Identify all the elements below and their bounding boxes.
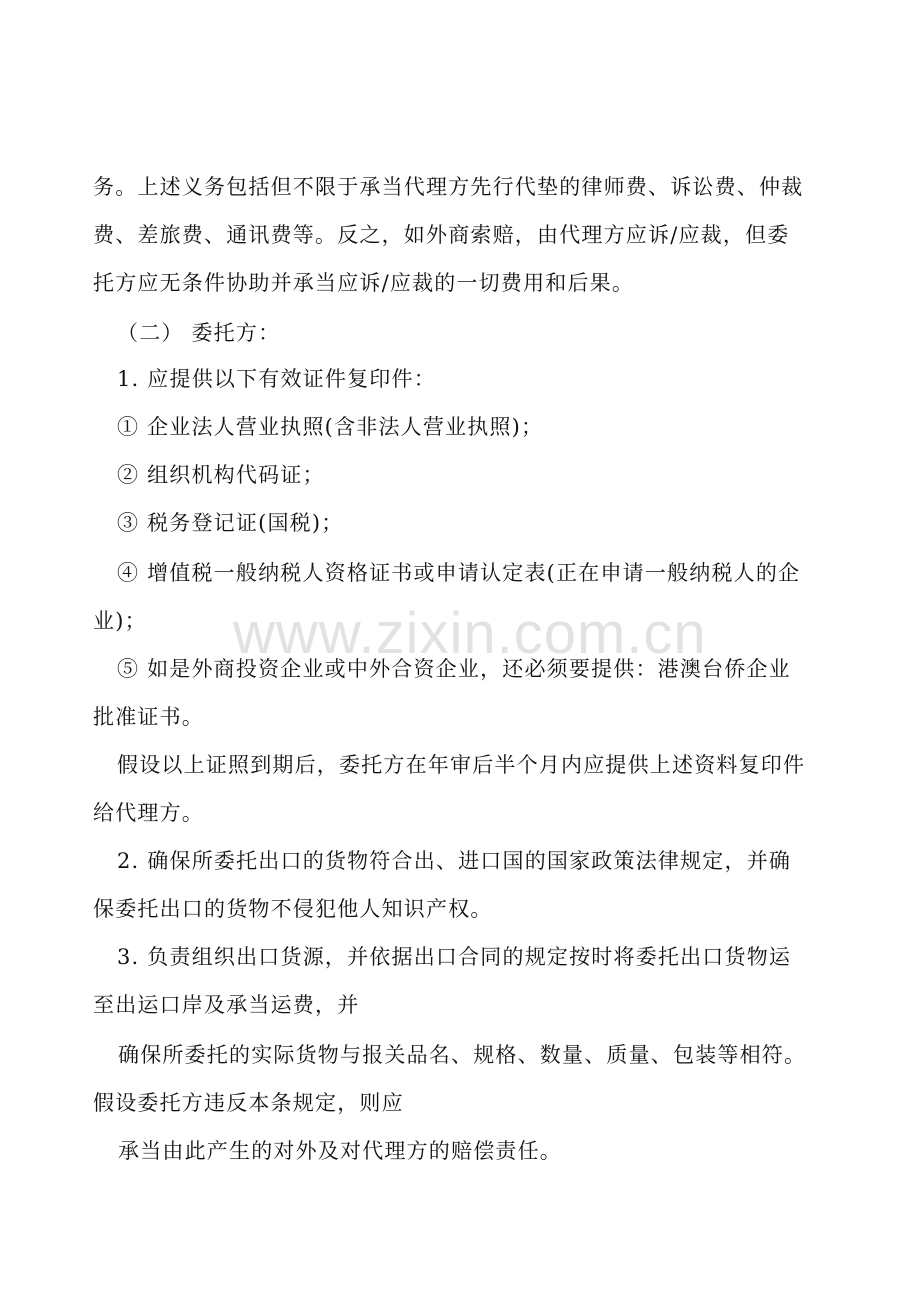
list-item: ⑤ 如是外商投资企业或中外合资企业，还必须要提供：港澳台侨企业 xyxy=(117,657,791,681)
list-item-continuation: 批准证书。 xyxy=(93,705,204,729)
list-item: ④ 增值税一般纳税人资格证书或申请认定表(正在申请一般纳税人的企 xyxy=(117,561,801,585)
numbered-item: 2. 确保所委托出口的货物符合出、进口国的国家政策法律规定，并确 xyxy=(117,849,792,873)
paragraph-line: 托方应无条件协助并承当应诉/应裁的一切费用和后果。 xyxy=(93,271,635,295)
numbered-item-continuation: 至出运口岸及承当运费，并 xyxy=(93,993,360,1017)
paragraph-line: 确保所委托的实际货物与报关品名、规格、数量、质量、包装等相符。 xyxy=(118,1043,807,1067)
paragraph-line: 承当由此产生的对外及对代理方的赔偿责任。 xyxy=(118,1139,562,1163)
watermark: www.zixin.com.cn xyxy=(233,601,707,666)
numbered-item-continuation: 保委托出口的货物不侵犯他人知识产权。 xyxy=(93,897,493,921)
paragraph-line: 给代理方。 xyxy=(93,801,204,825)
paragraph-line: 假设委托方违反本条规定，则应 xyxy=(93,1091,404,1115)
list-heading: 1. 应提供以下有效证件复印件： xyxy=(117,367,436,391)
paragraph-line: 假设以上证照到期后，委托方在年审后半个月内应提供上述资料复印件 xyxy=(117,753,806,777)
numbered-item: 3. 负责组织出口货源，并依据出口合同的规定按时将委托出口货物运 xyxy=(117,945,792,969)
list-item-continuation: 业)； xyxy=(93,609,147,633)
paragraph-line: 费、差旅费、通讯费等。反之，如外商索赔，由代理方应诉/应裁，但委 xyxy=(93,223,790,247)
list-item: ② 组织机构代码证； xyxy=(117,463,325,487)
list-item: ③ 税务登记证(国税)； xyxy=(117,511,344,535)
list-item: ① 企业法人营业执照(含非法人营业执照)； xyxy=(117,415,544,439)
paragraph-line: 务。上述义务包括但不限于承当代理方先行代垫的律师费、诉讼费、仲裁 xyxy=(93,175,804,199)
section-heading: （二） 委托方： xyxy=(117,321,281,345)
